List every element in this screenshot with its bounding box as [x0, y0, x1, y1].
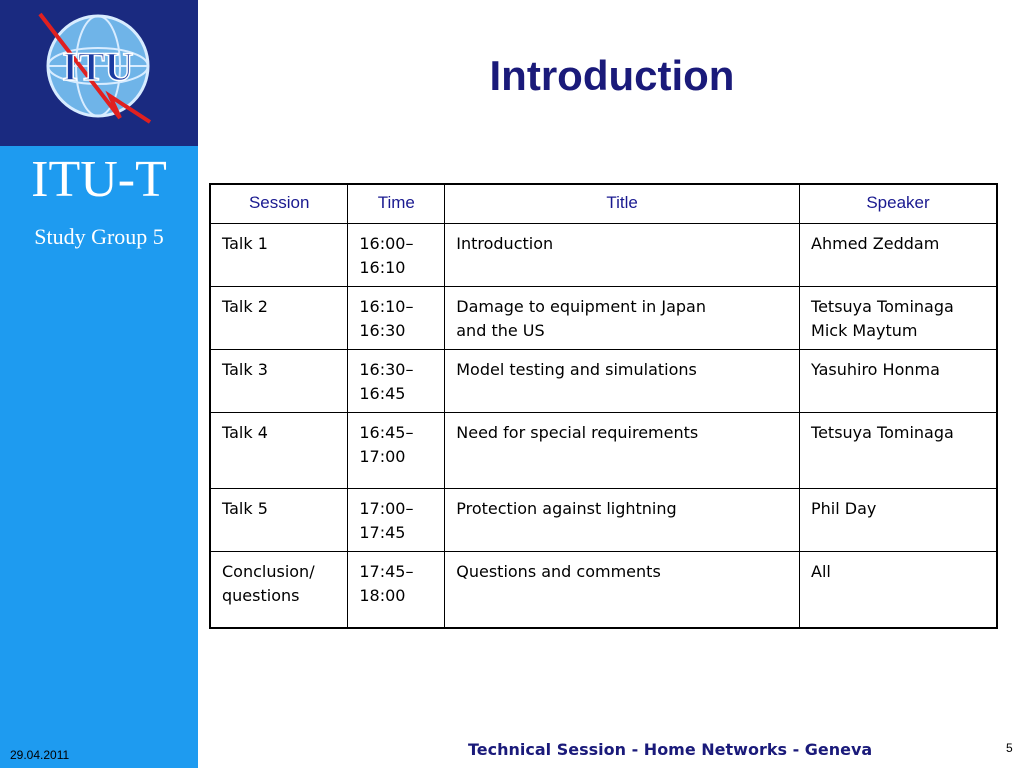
time-start: 16:00–: [359, 234, 414, 253]
session-line-2: questions: [222, 586, 300, 605]
logo-text: ITU: [62, 44, 134, 89]
title-cell: [445, 287, 800, 350]
title-cell: Introduction: [445, 224, 800, 287]
table-row: [210, 413, 997, 489]
table-row: [210, 224, 997, 287]
agenda-table: [209, 183, 998, 629]
itu-logo: [0, 0, 198, 146]
time-end: 16:10: [359, 258, 406, 277]
session-cell: [210, 552, 348, 628]
title-cell: Protection against lightning: [445, 489, 800, 552]
speaker-cell: Tetsuya Tominaga: [800, 413, 997, 489]
time-start: 17:45–: [359, 562, 414, 581]
brand-name: ITU-T: [31, 151, 167, 208]
header-speaker: Speaker: [800, 184, 997, 224]
time-cell: [348, 413, 445, 489]
table-row: [210, 552, 997, 628]
time-cell: [348, 224, 445, 287]
page-title: Introduction: [489, 52, 735, 99]
time-end: 17:00: [359, 447, 406, 466]
time-end: 16:30: [359, 321, 406, 340]
time-cell: [348, 287, 445, 350]
study-group-label: Study Group 5: [34, 224, 164, 249]
speaker-cell: Phil Day: [800, 489, 997, 552]
header-time: Time: [348, 184, 445, 224]
session-cell: Talk 5: [210, 489, 348, 552]
table-row: [210, 489, 997, 552]
title-line-1: Damage to equipment in Japan: [456, 297, 706, 316]
title-cell: Model testing and simulations: [445, 350, 800, 413]
session-cell: Talk 3: [210, 350, 348, 413]
title-line-2: and the US: [456, 321, 545, 340]
header-title: Title: [445, 184, 800, 224]
sidebar: [0, 0, 198, 768]
title-cell: Need for special requirements: [445, 413, 800, 489]
time-end: 17:45: [359, 523, 406, 542]
table-row: [210, 287, 997, 350]
time-start: 16:45–: [359, 423, 414, 442]
table-header-row: [210, 184, 997, 224]
speaker-line-2: Mick Maytum: [811, 321, 918, 340]
session-cell: Talk 1: [210, 224, 348, 287]
speaker-cell: All: [800, 552, 997, 628]
time-cell: [348, 552, 445, 628]
table-row: [210, 350, 997, 413]
time-end: 18:00: [359, 586, 406, 605]
globe-icon: [0, 0, 198, 146]
session-cell: Talk 2: [210, 287, 348, 350]
time-start: 17:00–: [359, 499, 414, 518]
speaker-cell: Ahmed Zeddam: [800, 224, 997, 287]
slide-footer: Technical Session - Home Networks - Geneva: [468, 740, 873, 759]
speaker-line-1: Tetsuya Tominaga: [811, 297, 954, 316]
session-cell: Talk 4: [210, 413, 348, 489]
time-start: 16:30–: [359, 360, 414, 379]
slide-date: 29.04.2011: [10, 748, 70, 762]
time-cell: [348, 350, 445, 413]
speaker-cell: Yasuhiro Honma: [800, 350, 997, 413]
page-number: 5: [1006, 741, 1013, 755]
session-line-1: Conclusion/: [222, 562, 315, 581]
title-cell: Questions and comments: [445, 552, 800, 628]
time-cell: [348, 489, 445, 552]
time-start: 16:10–: [359, 297, 414, 316]
header-session: Session: [210, 184, 348, 224]
speaker-cell: [800, 287, 997, 350]
time-end: 16:45: [359, 384, 406, 403]
